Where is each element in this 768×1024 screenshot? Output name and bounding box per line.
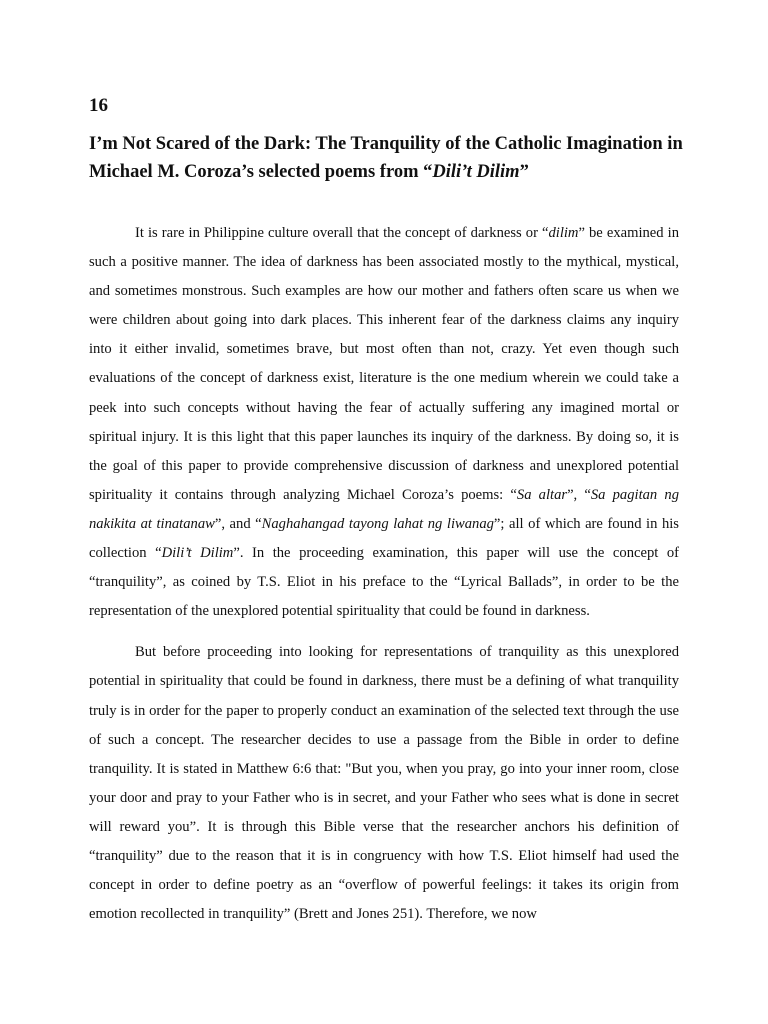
text-segment: ”, and “ [214, 515, 262, 532]
text-segment: But before proceeding into looking for representations of tranquility as this unexplored potential in spirituality that could be found in darkness, there must be a defining of what tranquility truly is in order for the paper to properly conduct an examination of the selected text through the use of such a concept. The researcher decides to use a passage from the Bible in order to define tranquility. It is stated in Matthew 6:6 that: "But you, when you pray, go into your inner room, close your door and pray to your Father who is in secret, and your Father who sees what is done in secret will reward you”. It is through this Bible verse that the researcher anchors his definition of “tranquility” due to the reason that it is in congruency with how T.S. Eliot himself had used the concept in order to define poetry as an “overflow of powerful feelings: it takes its origin from emotion recollected in tranquility” (Brett and Jones 251). Therefore, we now [89, 644, 679, 923]
paragraph [89, 638, 679, 929]
poem-title: Sa altar [516, 486, 568, 503]
chapter-title-text: I’m Not Scared of the Dark: The Tranquility of the Catholic Imagination in Michael M. Coroza’s selected poems from “ [89, 134, 683, 182]
paragraph [89, 219, 679, 626]
chapter-title-close-quote: ” [519, 162, 529, 182]
body-text [89, 219, 679, 929]
text-segment: ”. In the proceeding examination, this paper will use the concept of “tranquility”, as coined by T.S. Eliot in his preface to the “Lyrical Ballads”, in order to be the representation of the unexplored potential spirituality that could be found in darkness. [89, 545, 679, 620]
text-segment: ” be examined in such a positive manner. The idea of darkness has been associated mostly to the mythical, mystical, and sometimes monstrous. Such examples are how our mother and fathers often scare us when we were children about going into dark places. This inherent fear of the darkness claims any inquiry into it either invalid, sometimes brave, but most often than not, crazy. Yet even though such evaluations of the concept of darkness exist, literature is the one medium wherein we could take a peek into such concepts without having the fear of actually suffering any imagined mortal or spiritual injury. It is this light that this paper launches its inquiry of the darkness. By doing so, it is the goal of this paper to provide comprehensive discussion of darkness and unexplored potential spirituality it contains through analyzing Michael Coroza’s poems: “ [89, 225, 679, 503]
chapter-title [89, 130, 689, 186]
collection-title: Dili’t Dilim [161, 545, 234, 562]
poem-title: Naghahangad tayong lahat ng liwanag [261, 515, 494, 532]
text-segment: ”; all of which are found in his collection “ [89, 515, 679, 562]
italic-term: dilim [548, 225, 579, 241]
text-segment: It is rare in Philippine culture overall that the concept of darkness or “ [135, 225, 549, 241]
chapter-title-collection: Dili’t Dilim [432, 162, 520, 182]
poem-title: Sa pagitan ng nakikita at tinatanaw [89, 486, 680, 532]
chapter-number: 16 [89, 95, 108, 116]
text-segment: ”, “ [567, 486, 591, 503]
